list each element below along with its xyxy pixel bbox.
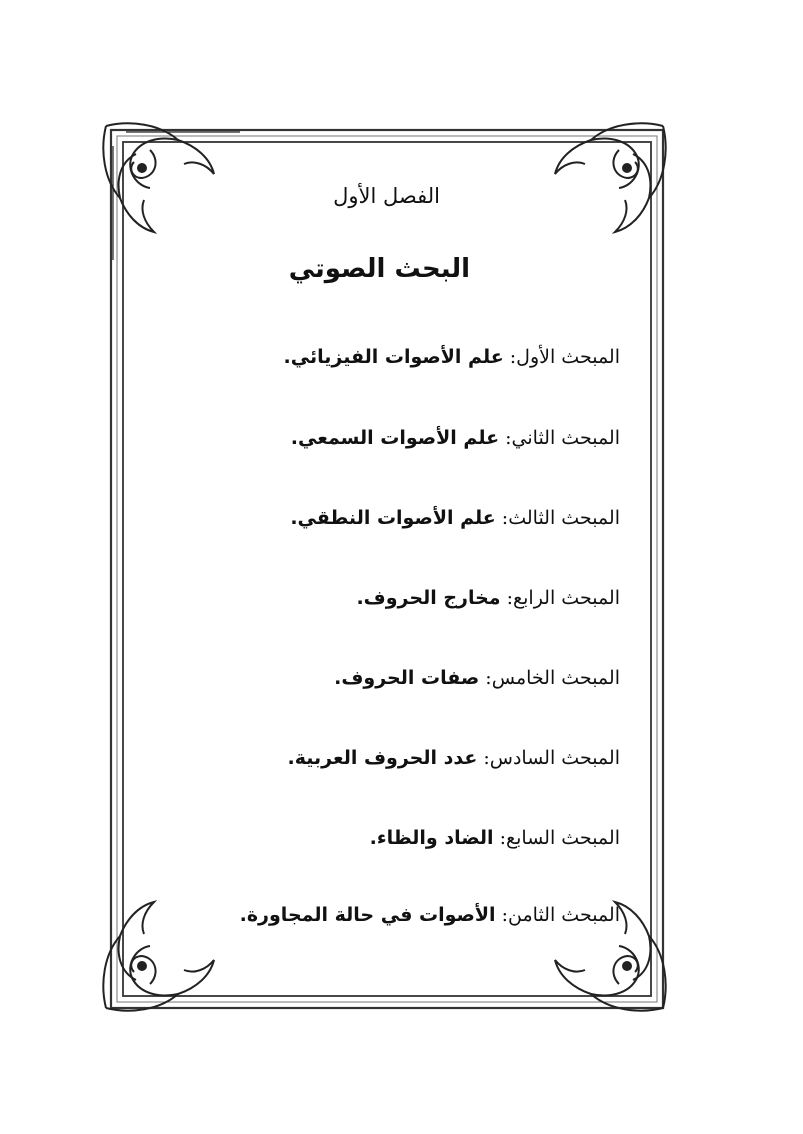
- section-label: المبحث السابع: [506, 827, 620, 849]
- section-period: .: [290, 507, 298, 529]
- section-label: المبحث الثامن: [508, 904, 620, 926]
- section-label: المبحث الثاني: [511, 427, 620, 449]
- section-topic: صفات الحروف: [341, 667, 480, 689]
- section-item: [290, 503, 620, 533]
- section-item: [291, 423, 620, 453]
- section-label: المبحث الثالث: [508, 507, 620, 529]
- section-topic: عدد الحروف العربية: [294, 747, 478, 769]
- chapter-heading: الفصل الأول: [333, 184, 440, 208]
- section-separator: :: [479, 667, 492, 689]
- section-period: .: [356, 587, 364, 609]
- section-separator: :: [477, 747, 490, 769]
- section-item: [334, 663, 620, 693]
- section-topic: علم الأصوات الفيزيائي: [290, 346, 504, 368]
- section-topic: مخارج الحروف: [363, 587, 501, 609]
- page-title: البحث الصوتي: [288, 254, 470, 284]
- section-period: .: [290, 427, 298, 449]
- section-topic: الأصوات في حالة المجاورة: [246, 904, 496, 926]
- section-period: .: [287, 747, 295, 769]
- section-label: المبحث الأول: [516, 346, 620, 368]
- section-topic: علم الأصوات النطقي: [297, 507, 496, 529]
- section-item: [356, 583, 620, 613]
- section-item: [370, 823, 620, 853]
- section-item: [240, 900, 620, 930]
- corner-flourish-icon-top-right: [555, 123, 666, 232]
- section-period: .: [334, 667, 342, 689]
- section-separator: :: [495, 507, 509, 529]
- section-item: [284, 342, 620, 372]
- section-separator: :: [493, 827, 507, 849]
- section-period: .: [283, 346, 291, 368]
- section-label: المبحث الرابع: [513, 587, 620, 609]
- section-label: المبحث السادس: [489, 747, 620, 769]
- section-item: [288, 743, 620, 773]
- section-label: المبحث الخامس: [491, 667, 620, 689]
- section-separator: :: [503, 346, 517, 368]
- section-topic: علم الأصوات السمعي: [298, 427, 500, 449]
- section-period: .: [369, 827, 377, 849]
- section-period: .: [239, 904, 247, 926]
- section-separator: :: [499, 427, 512, 449]
- section-separator: :: [495, 904, 509, 926]
- section-topic: الضاد والظاء: [376, 827, 494, 849]
- section-separator: :: [500, 587, 514, 609]
- corner-flourish-icon-bottom-left: [103, 902, 214, 1011]
